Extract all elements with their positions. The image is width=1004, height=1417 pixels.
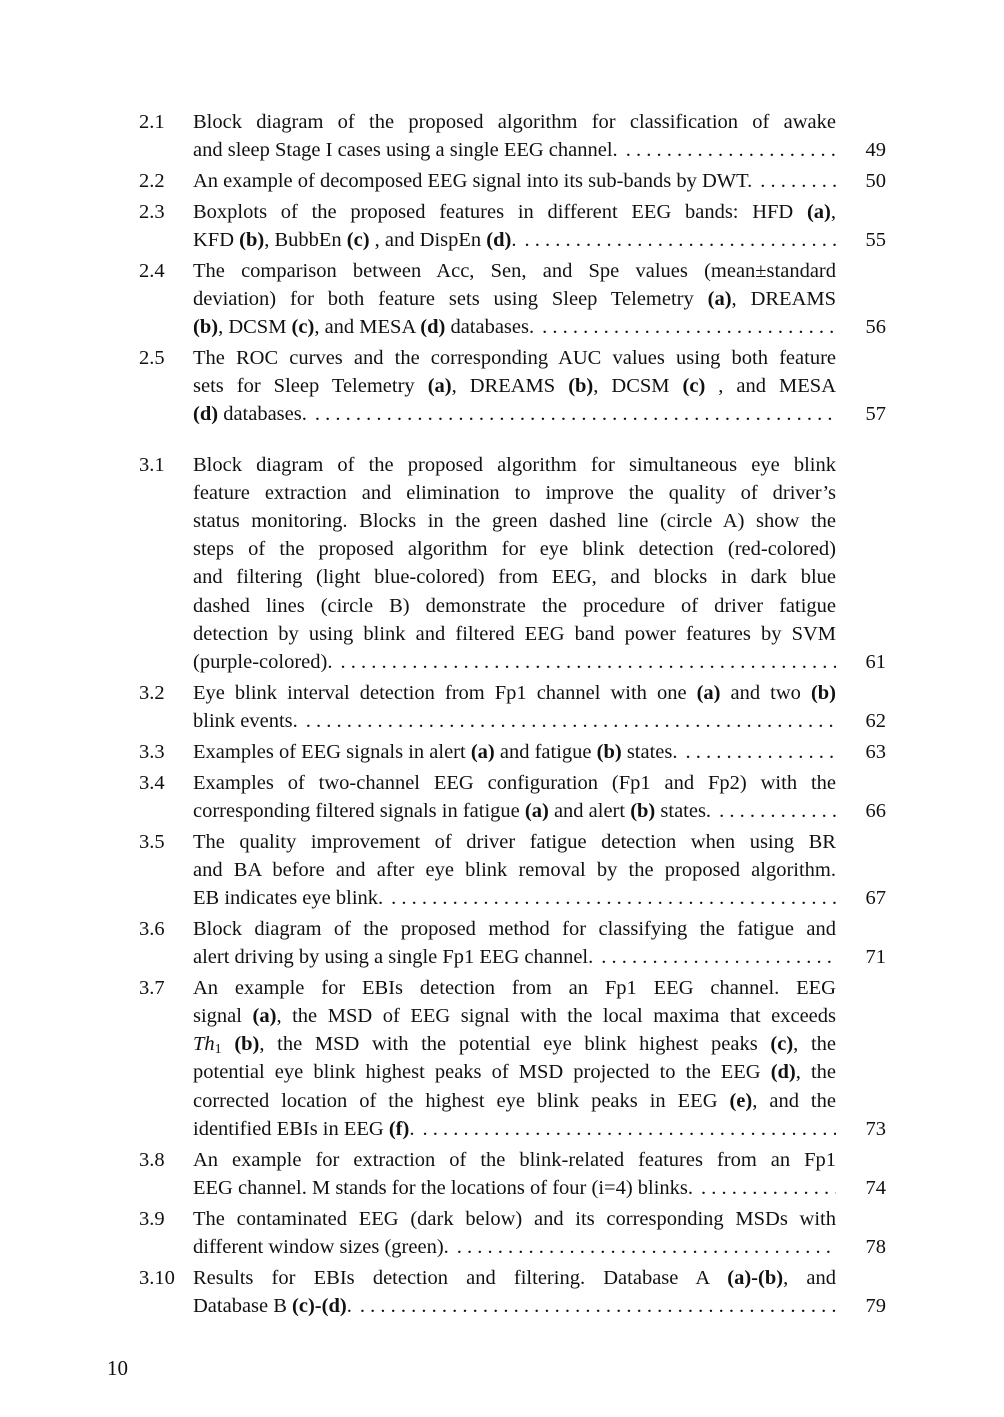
caption-line: signal (a), the MSD of EEG signal with the local maxima that exceeds [193,1005,836,1028]
figure-entry[interactable] [139,915,889,971]
caption-last-line: different window sizes (green). [193,1235,449,1258]
caption-last-line: An example of decomposed EEG signal into its sub-bands by DWT. [193,170,753,192]
caption-line: status monitoring. Blocks in the green dashed line (circle A) show the [193,510,836,533]
figure-caption [193,1264,836,1320]
figure-caption [193,167,836,195]
figure-entry[interactable] [139,974,889,1143]
figure-entry[interactable] [139,738,889,766]
caption-line: $Th_1$ (b), the MSD with the potential eye blink highest peaks (c), the [193,1033,836,1058]
dot-leader [298,707,836,735]
caption-line: Results for EBIs detection and filtering. Database A (a)-(b), and [193,1266,836,1289]
figure-entry[interactable] [139,167,889,195]
caption-line: steps of the proposed algorithm for eye blink detection (red-colored) [193,538,836,561]
dot-leader [352,1292,836,1320]
caption-last-line: (purple-colored). [193,651,333,674]
figure-number: 2.4 [139,259,165,282]
caption-last-line: EB indicates eye blink. [193,887,384,910]
figure-caption [193,344,836,429]
figure-caption [193,451,836,677]
figure-entry[interactable] [139,451,889,677]
figure-entry[interactable] [139,108,889,164]
list-of-figures [139,108,889,1323]
page-reference[interactable]: 66 [865,799,886,822]
figure-number: 3.9 [139,1207,165,1230]
page-reference[interactable]: 49 [865,139,886,162]
page-reference[interactable]: 78 [865,1235,886,1258]
caption-line: sets for Sleep Telemetry (a), DREAMS (b), DCSM (c) , and MESA [193,375,836,398]
figure-number: 2.1 [139,111,165,133]
figure-number: 3.7 [139,976,165,999]
figure-caption [193,1205,836,1261]
caption-last-line: EEG channel. M stands for the locations of four (i=4) blinks. [193,1176,694,1199]
figure-caption [193,769,836,825]
dot-leader [449,1233,836,1261]
caption-line: An example for extraction of the blink-related features from an Fp1 [193,1148,836,1171]
figure-entry[interactable] [139,1205,889,1261]
figure-entry[interactable] [139,828,889,913]
page-reference[interactable]: 67 [865,887,886,910]
page-reference[interactable]: 57 [865,403,886,426]
page-reference[interactable]: 62 [865,710,886,733]
caption-last-line: (d) databases. [193,403,307,426]
caption-line: An example for EBIs detection from an Fp1 EEG channel. EEG [193,976,836,999]
caption-line: detection by using blink and filtered EEG band power features by SVM [193,622,836,645]
caption-last-line: KFD (b), BubbEn (c) , and DispEn (d). [193,229,517,251]
caption-last-line: alert driving by using a single Fp1 EEG channel. [193,946,594,969]
page-reference[interactable]: 73 [865,1117,886,1140]
dot-leader [711,797,836,825]
figure-number: 3.2 [139,681,165,704]
figure-caption [193,257,836,342]
dot-leader [383,884,836,912]
figure-number: 3.3 [139,740,165,763]
caption-line: The comparison between Acc, Sen, and Spe values (mean±standard [193,259,836,282]
dot-leader [534,313,836,341]
caption-line: The ROC curves and the corresponding AUC values using both feature [193,347,836,369]
figure-entry[interactable] [139,344,889,429]
caption-line: The quality improvement of driver fatigue detection when using BR [193,830,836,853]
figure-entry[interactable] [139,679,889,735]
figure-entry[interactable] [139,1146,889,1202]
dot-leader [332,648,836,676]
figure-entry[interactable] [139,1264,889,1320]
figure-entry[interactable] [139,257,889,342]
figure-number: 2.5 [139,347,165,369]
caption-last-line: Database B (c)-(d). [193,1294,352,1317]
caption-line: Examples of two-channel EEG configuration (Fp1 and Fp2) with the [193,771,836,794]
figure-entry[interactable] [139,769,889,825]
figure-number: 3.8 [139,1148,165,1171]
figure-number: 3.10 [139,1266,175,1289]
caption-line: dashed lines (circle B) demonstrate the procedure of driver fatigue [193,594,836,617]
figure-caption [193,738,836,766]
page-reference[interactable]: 74 [865,1176,886,1199]
dot-leader [307,400,836,428]
dot-leader [693,1174,836,1202]
page-reference[interactable]: 55 [865,229,886,251]
dot-leader [414,1115,836,1143]
figure-caption [193,198,836,254]
figure-number: 2.3 [139,200,165,223]
caption-line: Block diagram of the proposed algorithm for simultaneous eye blink [193,453,836,476]
dot-leader [618,136,836,164]
caption-last-line: Examples of EEG signals in alert (a) and fatigue (b) states. [193,740,678,763]
caption-last-line: and sleep Stage I cases using a single EEG channel. [193,139,618,162]
figure-number: 3.1 [139,453,165,476]
caption-last-line: identified EBIs in EEG (f). [193,1117,415,1140]
figure-caption [193,108,836,164]
caption-line: The contaminated EEG (dark below) and its corresponding MSDs with [193,1207,836,1230]
figure-caption [193,915,836,971]
figure-number: 3.6 [139,917,165,940]
caption-line: Eye blink interval detection from Fp1 channel with one (a) and two (b) [193,681,836,704]
caption-line: Block diagram of the proposed algorithm for classification of awake [193,111,836,133]
page-reference[interactable]: 50 [865,170,886,192]
figure-caption [193,679,836,735]
page-reference[interactable]: 71 [865,946,886,969]
caption-line: Block diagram of the proposed method for classifying the fatigue and [193,917,836,940]
dot-leader [752,167,836,195]
caption-line: and BA before and after eye blink removal by the proposed algorithm. [193,858,836,881]
caption-line: deviation) for both feature sets using Sleep Telemetry (a), DREAMS [193,288,836,310]
page-reference[interactable]: 63 [865,740,886,763]
caption-line: feature extraction and elimination to improve the quality of driver’s [193,481,836,504]
page-number: 10 [107,1356,128,1380]
figure-number: 3.4 [139,771,165,794]
caption-line: potential eye blink highest peaks of MSD projected to the EEG (d), the [193,1061,836,1084]
caption-last-line: (b), DCSM (c), and MESA (d) databases. [193,316,535,339]
figure-caption [193,974,836,1143]
dot-leader [516,226,836,254]
figure-caption [193,1146,836,1202]
caption-last-line: corresponding filtered signals in fatigue (a) and alert (b) states. [193,799,712,822]
figure-caption [193,828,836,913]
caption-line: Boxplots of the proposed features in different EEG bands: HFD (a), [193,200,836,223]
dot-leader [677,738,836,766]
figure-number: 3.5 [139,830,165,853]
figure-entry[interactable] [139,198,889,254]
page-reference[interactable]: 79 [865,1294,886,1317]
page-reference[interactable]: 56 [865,316,886,339]
page-reference[interactable]: 61 [865,651,886,674]
figure-number: 2.2 [139,170,165,192]
caption-line: and filtering (light blue-colored) from EEG, and blocks in dark blue [193,566,836,589]
caption-line: corrected location of the highest eye blink peaks in EEG (e), and the [193,1089,836,1112]
caption-last-line: blink events. [193,710,298,733]
dot-leader [593,943,836,971]
